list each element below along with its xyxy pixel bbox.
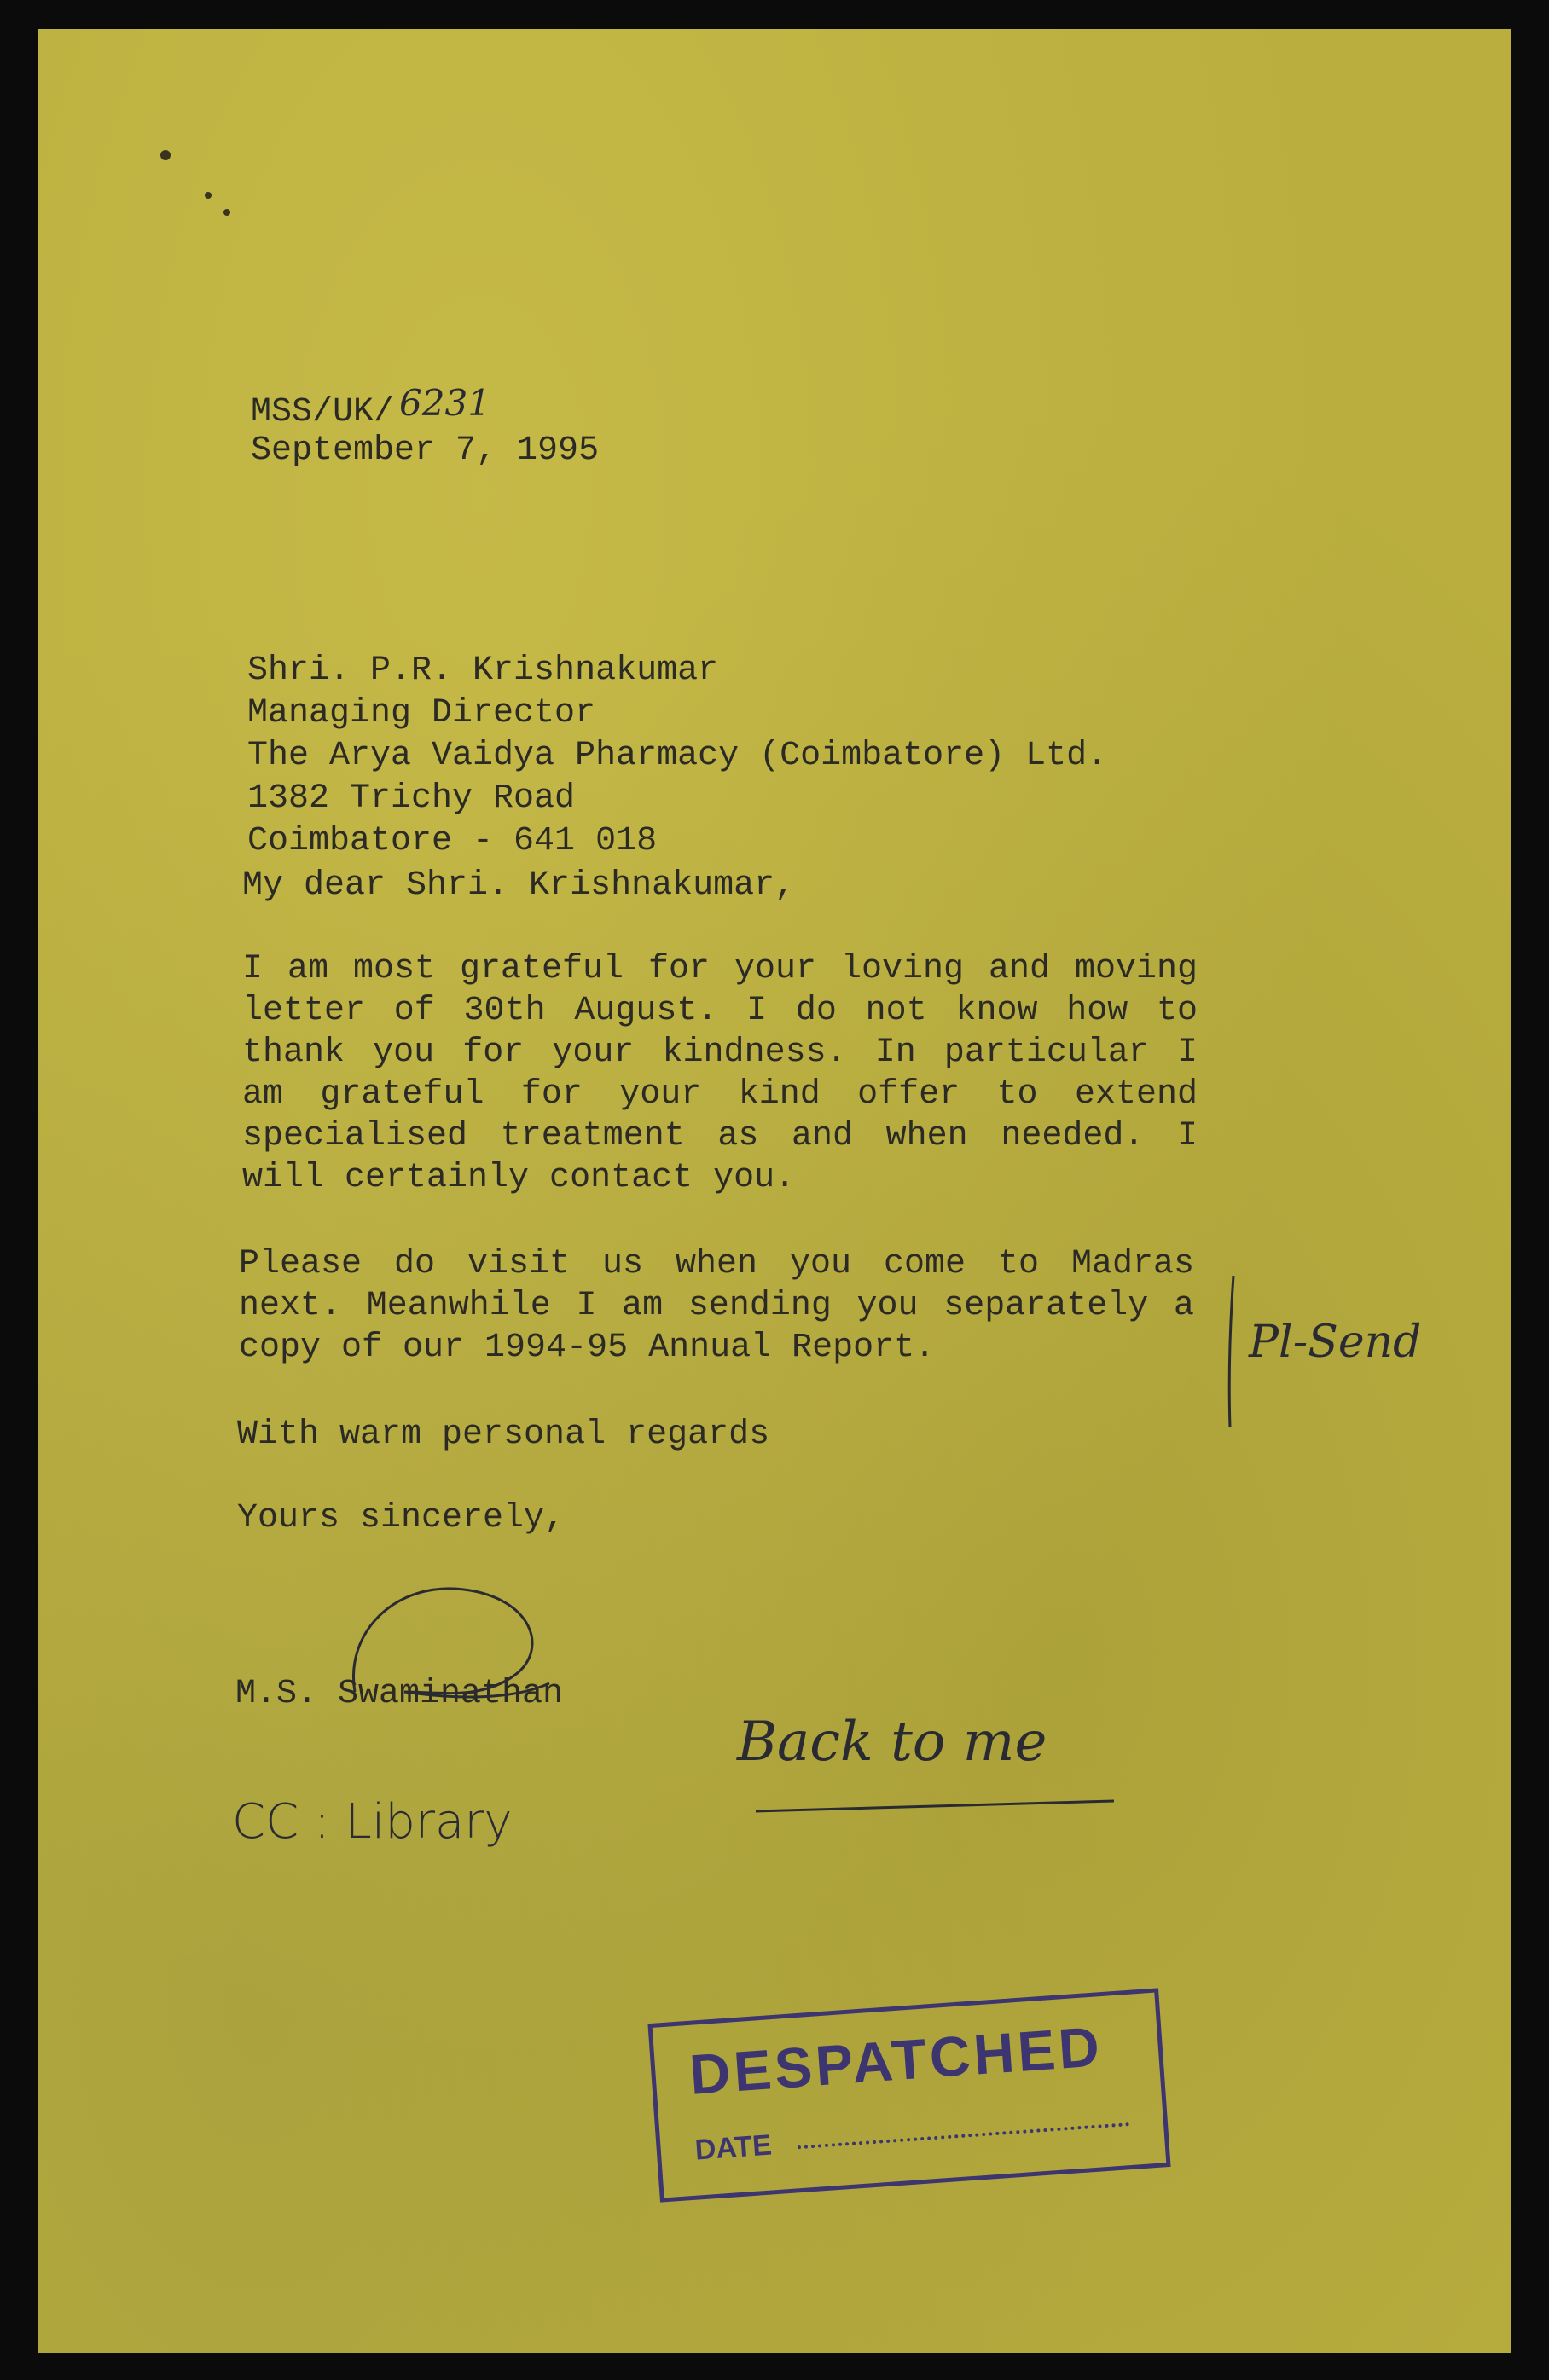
back-to-me-note: Back to me: [737, 1711, 1047, 1774]
margin-note-handwritten: Pl-Send: [1249, 1317, 1422, 1368]
body-paragraph-1: I am most grateful for your loving and moving letter of 30th August. I do not know how to thank you for your kindness. In particular I am grateful for your kind offer to extend specialised treatment as and when needed. I will certainly contact you.: [242, 950, 1198, 1197]
reference-prefix: MSS/UK/: [251, 393, 395, 431]
reference-handwritten-number: 6231: [399, 382, 490, 424]
recipient-name: Shri. P.R. Krishnakumar: [247, 651, 719, 690]
recipient-street: 1382 Trichy Road: [247, 779, 576, 818]
closing-regards: With warm personal regards: [237, 1416, 770, 1454]
paper-damage-mark: [160, 150, 171, 160]
pen-marks: [38, 29, 1511, 2353]
body-paragraph-2: Please do visit us when you come to Madras next. Meanwhile I am sending you separately a copy of our 1994-95 Annual Report.: [239, 1245, 1194, 1367]
stamp-title: DESPATCHED: [687, 2014, 1105, 2106]
recipient-company: The Arya Vaidya Pharmacy (Coimbatore) Ltd.: [247, 737, 1108, 775]
signatory-name: M.S. Swaminathan: [235, 1675, 564, 1713]
stamp-date-label: DATE: [693, 2128, 774, 2167]
stamp-date-dotted-line: [798, 2122, 1129, 2149]
letter-date: September 7, 1995: [251, 431, 600, 470]
letter-page: [38, 29, 1511, 2353]
signature-mark: [353, 1589, 549, 1697]
paper-damage-mark-2: [205, 192, 212, 199]
recipient-title: Managing Director: [247, 694, 596, 733]
recipient-city: Coimbatore - 641 018: [247, 822, 658, 860]
salutation: My dear Shri. Krishnakumar,: [242, 866, 796, 905]
despatched-stamp: [647, 1988, 1170, 2202]
margin-bracket-line: [1229, 1276, 1233, 1427]
sign-off: Yours sincerely,: [237, 1499, 566, 1537]
back-to-me-underline: [756, 1801, 1114, 1811]
cc-library-note: CC : Library: [232, 1794, 513, 1850]
paper-damage-mark-3: [223, 209, 230, 216]
